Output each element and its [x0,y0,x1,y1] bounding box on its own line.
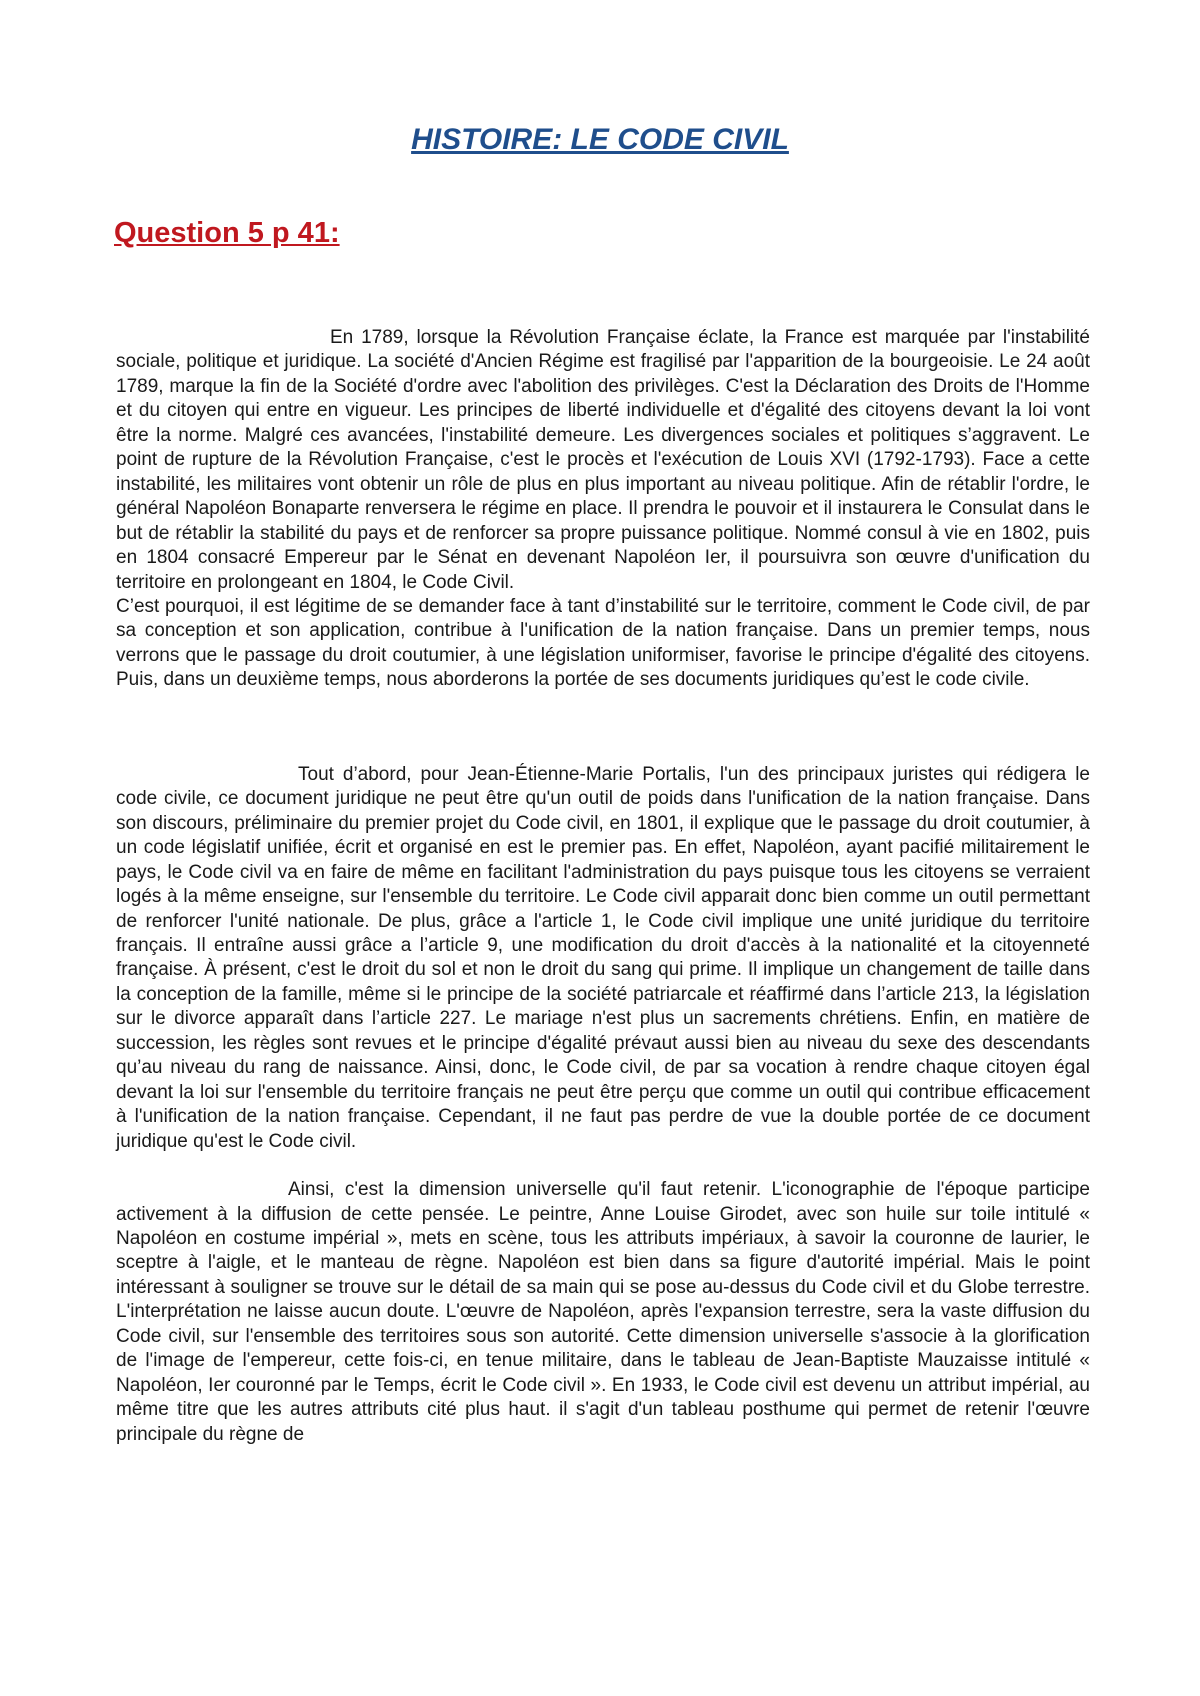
paragraph-problematique: C’est pourquoi, il est légitime de se demander face à tant d’instabilité sur le territoire, comment le Code civil, de par sa conception et son application, contribue à l'unification de la nation française. Dans un premier temps, nous verrons que le passage du droit coutumier, à une législation uniformiser, favorise le principe d'égalité des citoyens. Puis, dans un deuxième temps, nous aborderons la portée de ses documents juridiques qu’est le code civile. [116,595,1090,691]
document-body [116,326,1090,1447]
paragraph-part-one: Tout d’abord, pour Jean-Étienne-Marie Portalis, l'un des principaux juristes qui rédigera le code civile, ce document juridique ne peut être qu'un outil de poids dans l'unification de la nation française. Dans son discours, préliminaire du premier projet du Code civil, en 1801, il explique que le passage du droit coutumier, à un code législatif unifiée, écrit et organisé en est le premier pas. En effet, Napoléon, ayant pacifié militairement le pays, le Code civil va en faire de même en facilitant l'administration du pays puisque tous les citoyens se verraient logés à la même enseigne, sur l'ensemble du territoire. Le Code civil apparait donc bien comme un outil permettant de renforcer l'unité nationale. De plus, grâce a l'article 1, le Code civil implique une unité juridique du territoire français. Il entraîne aussi grâce a l’article 9, une modification du droit d'accès à la nationalité et la citoyenneté française. À présent, c'est le droit du sol et non le droit du sang qui prime. Il implique un changement de taille dans la conception de la famille, même si le principe de la société patriarcale et réaffirmé dans l’article 213, la législation sur le divorce apparaît dans l’article 227. Le mariage n'est plus un sacrements chrétiens. Enfin, en matière de succession, les règles sont revues et le principe d'égalité prévaut aussi bien au niveau du sexe des descendants qu’au niveau du rang de naissance. Ainsi, donc, le Code civil, de par sa vocation à rendre chaque citoyen égal devant la loi sur l'ensemble du territoire français ne peut être perçu que comme un outil qui contribue efficacement à l'unification de la nation française. Cependant, il ne faut pas perdre de vue la double portée de ce document juridique qu'est le Code civil. [116,763,1090,1152]
document-title: HISTOIRE: LE CODE CIVIL [411,123,789,156]
paragraph-part-two: Ainsi, c'est la dimension universelle qu'il faut retenir. L'iconographie de l'époque participe activement à la diffusion de cette pensée. Le peintre, Anne Louise Girodet, avec son huile sur toile intitulé « Napoléon en costume impérial », mets en scène, tous les attributs impériaux, à savoir la couronne de laurier, le sceptre à l'aigle, et le manteau de règne. Napoléon est bien dans sa figure d'autorité impérial. Mais le point intéressant à souligner se trouve sur le détail de sa main qui se pose au-dessus du Code civil et du Globe terrestre. L'interprétation ne laisse aucun doute. L'œuvre de Napoléon, après l'expansion terrestre, sera la vaste diffusion du Code civil, sur l'ensemble des territoires sous son autorité. Cette dimension universelle s'associe à la glorification de l'image de l'empereur, cette fois-ci, en tenue militaire, dans le tableau de Jean-Baptiste Mauzaisse intitulé « Napoléon, Ier couronné par le Temps, écrit le Code civil ». En 1933, le Code civil est devenu un attribut impérial, au même titre que les autres attributs cité plus haut. il s'agit d'un tableau posthume qui permet de retenir l'œuvre principale du règne de [116,1179,1090,1445]
paragraph-gap [116,693,1090,763]
paragraph-introduction: En 1789, lorsque la Révolution Française éclate, la France est marquée par l'instabilité sociale, politique et juridique. La société d'Ancien Régime est fragilisé par l'apparition de la bourgeoisie. Le 24 août 1789, marque la fin de la Société d'ordre avec l'abolition des privilèges. C'est la Déclaration des Droits de l'Homme et du citoyen qui entre en vigueur. Les principes de liberté individuelle et d'égalité des citoyens devant la loi vont être la norme. Malgré ces avancées, l'instabilité demeure. Les divergences sociales et politiques s’aggravent. Le point de rupture de la Révolution Française, c'est le procès et l'exécution de Louis XVI (1792-1793). Face a cette instabilité, les militaires vont obtenir un rôle de plus en plus important au niveau politique. Afin de rétablir l'ordre, le général Napoléon Bonaparte renversera le régime en place. Il prendra le pouvoir et il instaurera le Consulat dans le but de rétablir la stabilité du pays et de renforcer sa propre puissance politique. Nommé consul à vie en 1802, puis en 1804 consacré Empereur par le Sénat en devenant Napoléon Ier, il poursuivra son œuvre d'unification du territoire en prolongeant en 1804, le Code Civil. [116,327,1090,593]
question-heading: Question 5 p 41: [114,217,340,249]
paragraph-gap [116,1154,1090,1178]
